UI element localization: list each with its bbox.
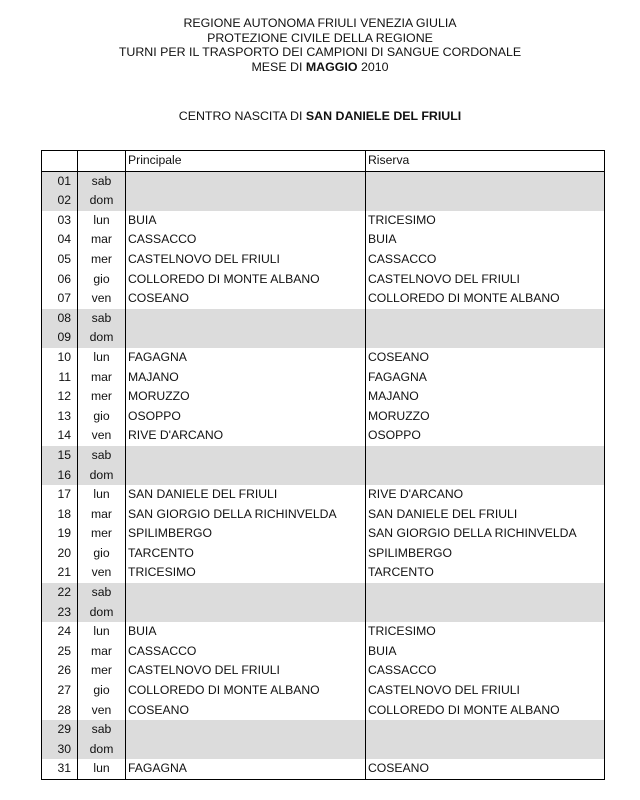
principale-cell: CASTELNOVO DEL FRIULI <box>126 661 366 681</box>
principale-cell <box>126 466 366 486</box>
principale-cell <box>126 191 366 211</box>
principale-cell <box>126 309 366 329</box>
month-name: MAGGIO <box>305 59 358 74</box>
day-number: 18 <box>42 505 78 525</box>
riserva-cell: TRICESIMO <box>366 211 605 231</box>
day-number: 26 <box>42 661 78 681</box>
day-number: 09 <box>42 328 78 348</box>
table-row-weekend <box>42 191 605 211</box>
weekday: dom <box>78 191 126 211</box>
riserva-cell: COSEANO <box>366 759 605 779</box>
table-row <box>42 505 605 525</box>
day-number: 28 <box>42 701 78 721</box>
riserva-cell: OSOPPO <box>366 426 605 446</box>
riserva-cell: COLLOREDO DI MONTE ALBANO <box>366 701 605 721</box>
table-row <box>42 387 605 407</box>
principale-cell <box>126 328 366 348</box>
table-row <box>42 642 605 662</box>
principale-cell <box>126 171 366 191</box>
table-row <box>42 407 605 427</box>
header-day-number <box>42 151 78 172</box>
day-number: 01 <box>42 171 78 191</box>
principale-cell: TARCENTO <box>126 544 366 564</box>
table-row-weekend <box>42 720 605 740</box>
day-number: 22 <box>42 583 78 603</box>
principale-cell <box>126 603 366 623</box>
principale-cell: CASSACCO <box>126 230 366 250</box>
weekday: dom <box>78 466 126 486</box>
day-number: 15 <box>42 446 78 466</box>
weekday: lun <box>78 348 126 368</box>
riserva-cell: FAGAGNA <box>366 368 605 388</box>
table-row-weekend <box>42 171 605 191</box>
day-number: 31 <box>42 759 78 779</box>
riserva-cell <box>366 191 605 211</box>
table-row-weekend <box>42 583 605 603</box>
weekday: mer <box>78 250 126 270</box>
day-number: 02 <box>42 191 78 211</box>
weekday: mar <box>78 642 126 662</box>
day-number: 07 <box>42 289 78 309</box>
weekday: ven <box>78 563 126 583</box>
riserva-cell: COSEANO <box>366 348 605 368</box>
weekday: mer <box>78 524 126 544</box>
day-number: 19 <box>42 524 78 544</box>
table-row <box>42 622 605 642</box>
riserva-cell: CASSACCO <box>366 250 605 270</box>
weekday: dom <box>78 328 126 348</box>
riserva-cell <box>366 583 605 603</box>
table-row <box>42 544 605 564</box>
weekday: lun <box>78 485 126 505</box>
principale-cell: COSEANO <box>126 289 366 309</box>
principale-cell <box>126 740 366 760</box>
principale-cell: BUIA <box>126 211 366 231</box>
document-header <box>0 16 640 74</box>
principale-cell: COSEANO <box>126 701 366 721</box>
day-number: 23 <box>42 603 78 623</box>
weekday: mar <box>78 230 126 250</box>
weekday: gio <box>78 407 126 427</box>
riserva-cell: CASSACCO <box>366 661 605 681</box>
table-row-weekend <box>42 446 605 466</box>
table-row <box>42 270 605 290</box>
month-prefix: MESE DI <box>251 59 306 74</box>
day-number: 20 <box>42 544 78 564</box>
principale-cell: MORUZZO <box>126 387 366 407</box>
weekday: mar <box>78 505 126 525</box>
riserva-cell: CASTELNOVO DEL FRIULI <box>366 270 605 290</box>
weekday: lun <box>78 211 126 231</box>
day-number: 11 <box>42 368 78 388</box>
weekday: mer <box>78 661 126 681</box>
principale-cell <box>126 583 366 603</box>
table-row <box>42 661 605 681</box>
principale-cell: TRICESIMO <box>126 563 366 583</box>
day-number: 13 <box>42 407 78 427</box>
principale-cell: SAN DANIELE DEL FRIULI <box>126 485 366 505</box>
table-header-row <box>42 151 605 172</box>
table-row-weekend <box>42 740 605 760</box>
principale-cell <box>126 720 366 740</box>
day-number: 30 <box>42 740 78 760</box>
weekday: ven <box>78 701 126 721</box>
table-row <box>42 250 605 270</box>
weekday: sab <box>78 446 126 466</box>
header-riserva: Riserva <box>366 151 605 172</box>
weekday: sab <box>78 583 126 603</box>
riserva-cell: MAJANO <box>366 387 605 407</box>
riserva-cell <box>366 309 605 329</box>
day-number: 05 <box>42 250 78 270</box>
header-department: PROTEZIONE CIVILE DELLA REGIONE <box>207 30 433 45</box>
header-region: REGIONE AUTONOMA FRIULI VENEZIA GIULIA <box>183 16 457 30</box>
day-number: 04 <box>42 230 78 250</box>
header-title: TURNI PER IL TRASPORTO DEI CAMPIONI DI SANGUE CORDONALE <box>118 45 522 59</box>
weekday: mar <box>78 368 126 388</box>
weekday: dom <box>78 603 126 623</box>
day-number: 16 <box>42 466 78 486</box>
principale-cell: COLLOREDO DI MONTE ALBANO <box>126 681 366 701</box>
day-number: 06 <box>42 270 78 290</box>
table-row-weekend <box>42 466 605 486</box>
weekday: lun <box>78 622 126 642</box>
day-number: 21 <box>42 563 78 583</box>
riserva-cell <box>366 603 605 623</box>
principale-cell: COLLOREDO DI MONTE ALBANO <box>126 270 366 290</box>
table-row <box>42 368 605 388</box>
header-month <box>0 60 640 75</box>
principale-cell: RIVE D'ARCANO <box>126 426 366 446</box>
weekday: ven <box>78 426 126 446</box>
principale-cell: CASSACCO <box>126 642 366 662</box>
day-number: 27 <box>42 681 78 701</box>
principale-cell: FAGAGNA <box>126 348 366 368</box>
riserva-cell <box>366 466 605 486</box>
weekday: gio <box>78 544 126 564</box>
weekday: sab <box>78 309 126 329</box>
table-row-weekend <box>42 309 605 329</box>
riserva-cell: TRICESIMO <box>366 622 605 642</box>
day-number: 14 <box>42 426 78 446</box>
day-number: 08 <box>42 309 78 329</box>
day-number: 29 <box>42 720 78 740</box>
table-row <box>42 230 605 250</box>
header-weekday <box>78 151 126 172</box>
principale-cell: MAJANO <box>126 368 366 388</box>
schedule-table <box>41 150 605 780</box>
table-row <box>42 485 605 505</box>
day-number: 24 <box>42 622 78 642</box>
principale-cell: BUIA <box>126 622 366 642</box>
riserva-cell: SAN GIORGIO DELLA RICHINVELDA <box>366 524 605 544</box>
day-number: 25 <box>42 642 78 662</box>
riserva-cell <box>366 740 605 760</box>
table-row <box>42 681 605 701</box>
riserva-cell: CASTELNOVO DEL FRIULI <box>366 681 605 701</box>
table-row <box>42 426 605 446</box>
weekday: gio <box>78 681 126 701</box>
riserva-cell <box>366 720 605 740</box>
weekday: sab <box>78 171 126 191</box>
principale-cell: CASTELNOVO DEL FRIULI <box>126 250 366 270</box>
day-number: 17 <box>42 485 78 505</box>
day-number: 12 <box>42 387 78 407</box>
riserva-cell: SPILIMBERGO <box>366 544 605 564</box>
weekday: sab <box>78 720 126 740</box>
riserva-cell: MORUZZO <box>366 407 605 427</box>
center-prefix: CENTRO NASCITA DI <box>178 109 306 123</box>
header-principale: Principale <box>126 151 366 172</box>
table-row <box>42 289 605 309</box>
weekday: lun <box>78 759 126 779</box>
center-name: SAN DANIELE DEL FRIULI <box>305 109 462 123</box>
riserva-cell <box>366 171 605 191</box>
principale-cell <box>126 446 366 466</box>
table-row <box>42 348 605 368</box>
riserva-cell: RIVE D'ARCANO <box>366 485 605 505</box>
principale-cell: FAGAGNA <box>126 759 366 779</box>
principale-cell: SAN GIORGIO DELLA RICHINVELDA <box>126 505 366 525</box>
riserva-cell: BUIA <box>366 642 605 662</box>
birth-center-title <box>0 109 640 123</box>
riserva-cell: COLLOREDO DI MONTE ALBANO <box>366 289 605 309</box>
weekday: mer <box>78 387 126 407</box>
riserva-cell: TARCENTO <box>366 563 605 583</box>
table-row <box>42 211 605 231</box>
principale-cell: OSOPPO <box>126 407 366 427</box>
table-row-weekend <box>42 328 605 348</box>
weekday: ven <box>78 289 126 309</box>
principale-cell: SPILIMBERGO <box>126 524 366 544</box>
riserva-cell <box>366 328 605 348</box>
table-row <box>42 759 605 779</box>
table-row-weekend <box>42 603 605 623</box>
table-row <box>42 701 605 721</box>
day-number: 03 <box>42 211 78 231</box>
weekday: gio <box>78 270 126 290</box>
riserva-cell <box>366 446 605 466</box>
day-number: 10 <box>42 348 78 368</box>
riserva-cell: BUIA <box>366 230 605 250</box>
weekday: dom <box>78 740 126 760</box>
table-row <box>42 524 605 544</box>
table-row <box>42 563 605 583</box>
riserva-cell: SAN DANIELE DEL FRIULI <box>366 505 605 525</box>
month-year: 2010 <box>357 59 389 74</box>
